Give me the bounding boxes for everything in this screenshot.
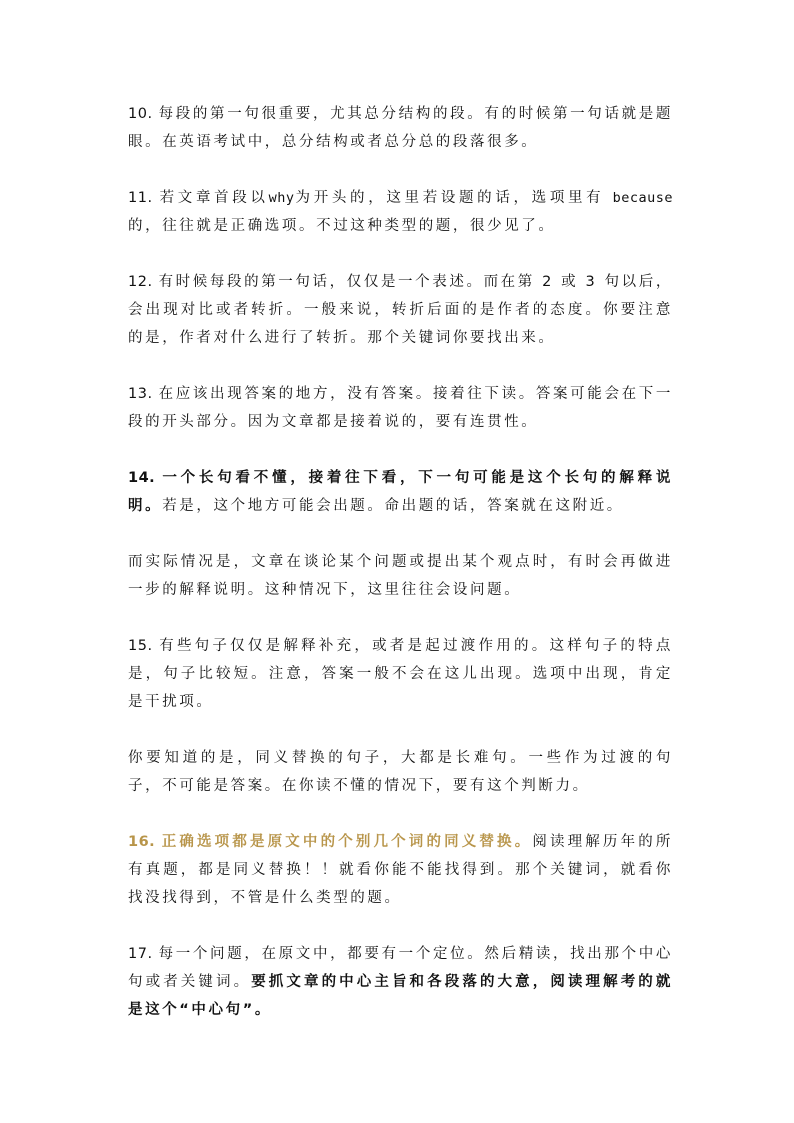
item-number: 10.	[128, 106, 153, 122]
paragraph-text: 有些句子仅仅是解释补充，或者是起过渡作用的。这样句子的特点是，句子比较短。注意，答案一般不会在这儿出现。选项中出现，肯定是干扰项。	[128, 638, 673, 710]
item-number: 12.	[128, 274, 153, 290]
paragraph-17	[128, 940, 673, 1024]
paragraph-14-continued	[128, 548, 673, 604]
paragraph-15	[128, 632, 673, 716]
paragraph-text: 每一个问题，在原文中，都要有一个定位。然后精读，找出那个中心句或者关键词。	[128, 946, 673, 990]
paragraph-text: 句以后，会出现对比或者转折。一般来说，转折后面的是作者的态度。你要注意的是，作者对什么进行了转折。那个关键词你要找出来。	[128, 274, 673, 346]
english-word: because	[612, 190, 673, 206]
inline-number: 2	[542, 274, 554, 290]
item-number: 15.	[128, 638, 153, 654]
paragraph-text: 你要知道的是，同义替换的句子，大都是长难句。一些作为过渡的句子，不可能是答案。在你读不懂的情况下，要有这个判断力。	[128, 750, 673, 794]
paragraph-13	[128, 380, 673, 436]
paragraph-text: 每段的第一句很重要，尤其总分结构的段。有的时候第一句话就是题眼。在英语考试中，总分结构或者总分总的段落很多。	[128, 106, 673, 150]
paragraph-14	[128, 464, 673, 520]
paragraph-11	[128, 184, 673, 240]
inline-number: 3	[585, 274, 598, 290]
item-number: 13.	[128, 386, 153, 402]
item-number: 14.	[128, 470, 156, 486]
paragraph-text: 的，往往就是正确选项。不过这种类型的题，很少见了。	[128, 218, 556, 234]
item-number: 11.	[128, 190, 153, 206]
paragraph-text: 若是，这个地方可能会出题。命出题的话，答案就在这附近。	[162, 498, 624, 514]
paragraph-text: 有时候每段的第一句话，仅仅是一个表述。而在第	[158, 274, 535, 290]
item-number: 17.	[128, 946, 153, 962]
paragraph-text: 在应该出现答案的地方，没有答案。接着往下读。答案可能会在下一段的开头部分。因为文章都是接着说的，要有连贯性。	[128, 386, 673, 430]
paragraph-10	[128, 100, 673, 156]
highlighted-statement: 正确选项都是原文中的个别几个词的同义替换。	[161, 834, 533, 850]
item-number: 16.	[128, 834, 156, 850]
paragraph-text: 或	[561, 274, 579, 290]
bold-statement: 一个长句看不懂，接着往下看，下一句可能是这个长句的解释说明。	[128, 470, 673, 514]
paragraph-12	[128, 268, 673, 352]
paragraph-15-continued	[128, 744, 673, 800]
paragraph-text: 阅读理解历年的所有真题，都是同义替换！！就看你能不能找得到。那个关键词，就看你找没找得到，不管是什么类型的题。	[128, 834, 673, 906]
paragraph-text: 为开头的，这里若设题的话，选项里有	[294, 190, 605, 206]
english-word: why	[268, 190, 295, 206]
bold-statement: 要抓文章的中心主旨和各段落的大意，阅读理解考的就是这个“中心句”。	[128, 974, 674, 1018]
paragraph-16	[128, 828, 673, 912]
paragraph-text: 若文章首段以	[158, 190, 269, 206]
paragraph-text: 而实际情况是，文章在谈论某个问题或提出某个观点时，有时会再做进一步的解释说明。这种情况下，这里往往会设问题。	[128, 554, 673, 598]
